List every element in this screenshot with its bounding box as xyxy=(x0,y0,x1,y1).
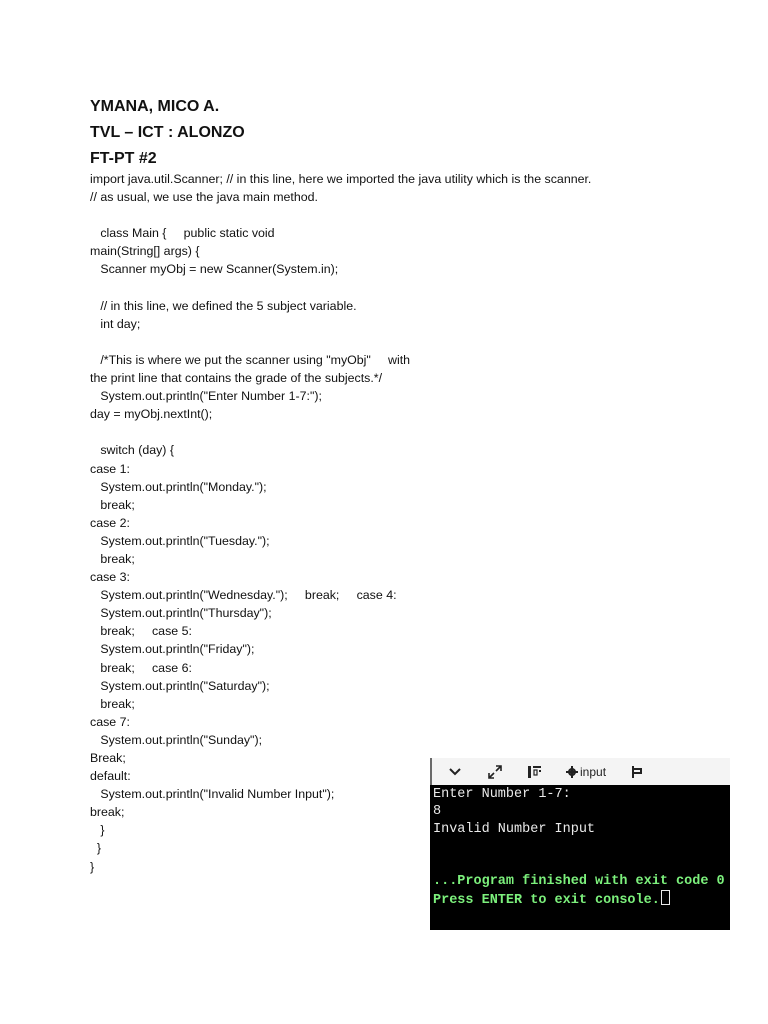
code-line: break; case 5: xyxy=(90,624,192,639)
code-line: class Main { public static void xyxy=(90,226,275,241)
code-line xyxy=(90,279,591,297)
code-line: break; xyxy=(90,805,125,820)
code-line: Break; xyxy=(90,751,126,765)
input-toggle[interactable] xyxy=(566,765,606,779)
console-output-line xyxy=(433,890,730,907)
code-line: System.out.println("Saturday"); xyxy=(90,678,270,693)
code-line: case 7: xyxy=(90,714,130,729)
code-line: /*This is where we put the scanner using "myObj" with xyxy=(90,352,411,367)
code-line: System.out.println("Invalid Number Input"); xyxy=(90,787,335,802)
console-output-line xyxy=(433,838,730,855)
code-line: break; xyxy=(90,497,135,512)
console-output-line xyxy=(433,873,730,890)
console-output-line xyxy=(433,803,730,820)
text-cursor xyxy=(661,890,670,905)
console-line-text: Enter Number 1-7: xyxy=(433,787,571,802)
code-line: switch (day) { xyxy=(90,443,175,458)
code-line: Scanner myObj = new Scanner(System.in); xyxy=(90,262,339,277)
run-icon[interactable] xyxy=(628,763,646,781)
activity-title: FT-PT #2 xyxy=(90,150,157,167)
code-line: // in this line, we defined the 5 subject variable. xyxy=(90,298,357,313)
console-output-line xyxy=(433,856,730,873)
code-line: } xyxy=(90,823,105,838)
code-line: break; xyxy=(90,696,135,711)
code-line: the print line that contains the grade of the subjects.*/ xyxy=(90,371,383,386)
console-output-screenshot xyxy=(430,758,730,930)
code-line: System.out.println("Wednesday."); break; case 4: xyxy=(90,588,397,603)
console-output-line xyxy=(433,821,730,838)
code-line: day = myObj.nextInt(); xyxy=(90,407,213,422)
code-line xyxy=(90,206,591,224)
student-name: YMANA, MICO A. xyxy=(90,98,220,115)
code-line: System.out.println("Sunday"); xyxy=(90,732,263,747)
settings-sliders-icon[interactable] xyxy=(526,763,544,781)
code-line: System.out.println("Monday."); xyxy=(90,479,267,494)
code-line xyxy=(90,333,591,351)
chevron-down-icon[interactable] xyxy=(446,763,464,781)
code-line: default: xyxy=(90,769,131,784)
console-line-text: Press ENTER to exit console. xyxy=(433,893,660,909)
code-line: int day; xyxy=(90,316,141,331)
console-toolbar xyxy=(430,758,730,785)
console-line-text: Invalid Number Input xyxy=(433,821,596,837)
code-line: case 2: xyxy=(90,515,130,530)
console-body[interactable] xyxy=(430,785,730,908)
code-line: break; case 6: xyxy=(90,660,192,675)
expand-icon[interactable] xyxy=(486,763,504,781)
code-line: System.out.println("Thursday"); xyxy=(90,606,272,621)
console-line-text: ...Program finished with exit code 0 xyxy=(433,873,725,889)
code-line: System.out.println("Enter Number 1-7:"); xyxy=(90,389,322,404)
code-line: case 3: xyxy=(90,570,130,585)
code-line xyxy=(90,423,591,441)
console-line-text: 8 xyxy=(433,804,442,820)
code-line: } xyxy=(90,841,102,856)
code-line: import java.util.Scanner; // in this line, here we imported the java utility which is the scanner. xyxy=(90,172,592,186)
code-line: // as usual, we use the java main method. xyxy=(90,190,318,205)
code-line: break; xyxy=(90,551,135,566)
console-output-line xyxy=(433,786,730,803)
input-label: input xyxy=(580,764,607,779)
gear-icon xyxy=(566,766,578,778)
code-line: System.out.println("Tuesday."); xyxy=(90,533,270,548)
document-header xyxy=(90,94,245,172)
code-line: } xyxy=(90,859,95,874)
code-line: System.out.println("Friday"); xyxy=(90,642,255,657)
code-line: main(String[] args) { xyxy=(90,244,200,259)
code-line: case 1: xyxy=(90,461,130,476)
section-title: TVL – ICT : ALONZO xyxy=(90,124,245,141)
